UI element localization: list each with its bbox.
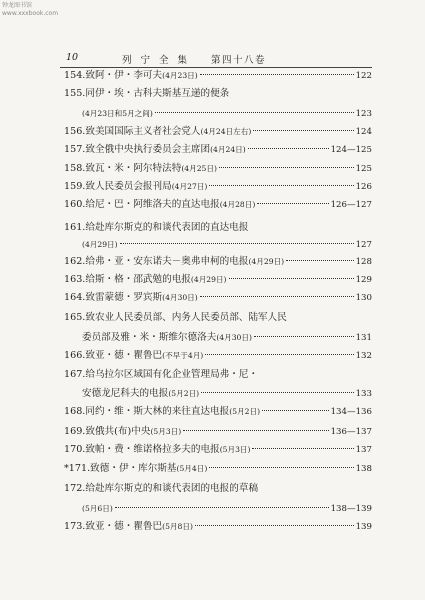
entry-date: (5月6日)	[82, 504, 113, 513]
entry-text	[82, 502, 113, 516]
entry-date: (4月24日)	[210, 145, 246, 154]
entry-page: 130	[355, 293, 372, 303]
dot-leader	[257, 203, 328, 204]
entry-title: 致瓦・米・阿尔特法特	[85, 163, 182, 174]
entry-number: 172.	[64, 483, 86, 494]
entry-page: 126—127	[330, 200, 372, 210]
entry-text	[64, 405, 260, 419]
entry-date: (5月2日)	[229, 407, 261, 416]
dot-leader	[209, 185, 353, 186]
entry-title: 同伊・埃・古科夫斯基互递的便条	[85, 88, 230, 99]
entry-title: 给赴库尔斯克的和谈代表团的电报的草稿	[85, 483, 259, 494]
entry-title: 委员部及雅・米・斯维尔德洛夫	[82, 332, 217, 343]
dot-leader	[200, 74, 354, 75]
entry-title: 给乌拉尔区域国有化企业管理局弗・尼・	[85, 369, 259, 380]
entry-page: 129	[355, 275, 372, 285]
entry-date: (4月30日)	[216, 333, 252, 342]
toc-entry	[64, 273, 372, 287]
entry-number: 164.	[64, 292, 86, 303]
entry-title: 致美国国际主义者社会党人	[85, 126, 201, 137]
dot-leader	[252, 448, 353, 449]
entry-number: 154.	[64, 70, 86, 81]
entry-number: 168.	[64, 406, 86, 417]
toc-entry	[64, 87, 372, 101]
entry-page: 131	[355, 333, 372, 343]
entry-number: 162.	[64, 256, 86, 267]
dot-leader	[248, 148, 329, 149]
toc-entry-continuation	[82, 238, 372, 252]
entry-number: 170.	[64, 444, 86, 455]
toc-entry-continuation	[82, 107, 372, 121]
toc-entry	[64, 349, 372, 363]
entry-title: 致全俄中央执行委员会主席团	[85, 144, 211, 155]
entry-date: (5月2日)	[168, 389, 200, 398]
entry-page: 124—125	[330, 145, 372, 155]
entry-page: 132	[355, 351, 372, 361]
entry-text	[64, 482, 258, 496]
entry-text	[64, 291, 198, 305]
entry-date: (5月8日)	[162, 522, 193, 531]
dot-leader	[262, 410, 329, 411]
watermark-line-1: 钟龙图书馆	[2, 2, 33, 9]
entry-date: (5月4日)	[176, 464, 208, 473]
dot-leader	[155, 112, 354, 113]
toc-entry	[64, 143, 372, 157]
entry-text	[64, 180, 207, 194]
dot-leader	[120, 243, 354, 244]
entry-title: 致德・伊・库尔斯基	[90, 463, 177, 474]
entry-date: (4月23日)	[162, 71, 198, 80]
toc-entry	[64, 221, 372, 235]
entry-date: (4月23日和5月之间)	[82, 109, 153, 118]
entry-text	[64, 255, 284, 269]
entry-title: 给赴库尔斯克的和谈代表团的直达电报	[85, 222, 249, 233]
entry-title: 给弗・亚・安东诺夫－奥弗申柯的电报	[85, 256, 249, 267]
entry-page: 123	[355, 109, 372, 119]
dot-leader	[286, 260, 354, 261]
entry-number: 169.	[64, 426, 86, 437]
entry-number: 167.	[64, 369, 86, 380]
entry-date: (4月27日)	[171, 182, 208, 191]
entry-number: 161.	[64, 222, 86, 233]
entry-date: (5月3日)	[219, 445, 251, 454]
entry-page: 134—136	[330, 407, 372, 417]
book-title: 列 宁 全 集	[122, 55, 191, 66]
toc-entry	[64, 520, 372, 534]
dot-leader	[201, 392, 353, 393]
watermark	[2, 2, 58, 18]
entry-number: 155.	[64, 88, 86, 99]
toc-entry	[64, 125, 372, 139]
toc-entry	[64, 462, 372, 476]
dot-leader	[254, 336, 354, 337]
entry-page: 124	[355, 127, 372, 137]
toc-entry	[64, 405, 372, 419]
entry-date: (4月24日左右)	[200, 127, 252, 136]
entry-title: 致阿・伊・李可夫	[85, 70, 163, 81]
entry-title: 安德龙尼科夫的电报	[82, 388, 169, 399]
entry-title: 给斯・格・邵武勉的电报	[85, 274, 191, 285]
entry-text	[64, 87, 229, 101]
toc-entry-continuation	[82, 331, 372, 345]
entry-text	[64, 69, 198, 83]
entry-text	[64, 125, 251, 139]
entry-text	[82, 238, 118, 252]
toc-entry	[64, 311, 372, 325]
header-rule	[60, 67, 372, 68]
dot-leader	[183, 430, 328, 431]
toc-entry	[64, 69, 372, 83]
toc-entry	[64, 162, 372, 176]
running-header	[66, 52, 370, 66]
entry-date: (4月25日)	[181, 164, 217, 173]
entry-page: 138—139	[330, 504, 372, 514]
toc-entry	[64, 180, 372, 194]
entry-number: 157.	[64, 144, 86, 155]
entry-number: *171.	[64, 463, 91, 474]
entry-number: 166.	[64, 350, 86, 361]
entry-text	[64, 520, 193, 534]
entry-title: 给尼・巴・阿维洛夫的直达电报	[85, 199, 220, 210]
dot-leader	[209, 467, 353, 468]
entry-text	[64, 425, 181, 439]
entry-number: 163.	[64, 274, 86, 285]
entry-text	[64, 462, 207, 476]
entry-text	[64, 273, 227, 287]
entry-text	[64, 162, 217, 176]
entry-text	[64, 143, 246, 157]
entry-title: 致亚・德・瞿鲁巴	[85, 350, 163, 361]
volume-label: 第四十八卷	[211, 55, 267, 66]
toc-entry	[64, 255, 372, 269]
entry-date: (5月3日)	[150, 427, 182, 436]
entry-title: 致俄共(布)中央	[85, 426, 151, 437]
entry-page: 126	[355, 182, 372, 192]
entry-title: 致帕・费・维诺格拉多夫的电报	[85, 444, 220, 455]
entry-number: 156.	[64, 126, 86, 137]
entry-text	[64, 311, 287, 325]
entry-date: (4月29日)	[82, 240, 118, 249]
entry-date: (4月30日)	[162, 293, 198, 302]
entry-page: 139	[355, 522, 372, 532]
entry-number: 159.	[64, 181, 86, 192]
entry-number: 165.	[64, 312, 86, 323]
toc-entry	[64, 198, 372, 212]
entry-page: 137	[355, 445, 372, 455]
entry-number: 173.	[64, 521, 86, 532]
toc-entry	[64, 425, 372, 439]
entry-page: 127	[355, 240, 372, 250]
entry-page: 128	[355, 257, 372, 267]
dot-leader	[229, 278, 354, 279]
toc-entry	[64, 443, 372, 457]
entry-page: 136—137	[330, 427, 372, 437]
dot-leader	[205, 354, 353, 355]
entry-page: 122	[355, 71, 372, 81]
entry-number: 160.	[64, 199, 86, 210]
entry-text	[64, 443, 250, 457]
entry-title: 致雷蒙德・罗宾斯	[85, 292, 163, 303]
entry-text	[64, 221, 248, 235]
toc-entry	[64, 482, 372, 496]
entry-date: (不早于4月)	[162, 351, 204, 360]
toc-entry	[64, 368, 372, 382]
entry-title: 同约・维・斯大林的来往直达电报	[85, 406, 230, 417]
entry-date: (4月28日)	[219, 200, 256, 209]
page-number: 10	[66, 52, 79, 63]
toc-entry-continuation	[82, 387, 372, 401]
entry-number: 158.	[64, 163, 86, 174]
entry-text	[64, 349, 203, 363]
entry-title: 致人民委员会报刊局	[85, 181, 172, 192]
entry-page: 125	[355, 164, 372, 174]
entry-text	[82, 107, 153, 121]
entry-text	[64, 198, 255, 212]
entry-date: (4月29日)	[248, 257, 285, 266]
entry-text	[64, 368, 258, 382]
toc-entry-continuation	[82, 502, 372, 516]
watermark-line-2: www.xxxbook.com	[2, 10, 59, 17]
entry-page: 138	[355, 464, 372, 474]
entry-title: 致亚・德・瞿鲁巴	[85, 521, 163, 532]
entry-date: (4月29日)	[190, 275, 227, 284]
dot-leader	[115, 507, 329, 508]
entry-text	[82, 331, 252, 345]
entry-page: 133	[355, 389, 372, 399]
toc-entry	[64, 291, 372, 305]
dot-leader	[200, 296, 354, 297]
dot-leader	[219, 167, 354, 168]
entry-title: 致农业人民委员部、内务人民委员部、陆军人民	[85, 312, 287, 323]
dot-leader	[195, 525, 354, 526]
dot-leader	[253, 130, 353, 131]
entry-text	[82, 387, 199, 401]
